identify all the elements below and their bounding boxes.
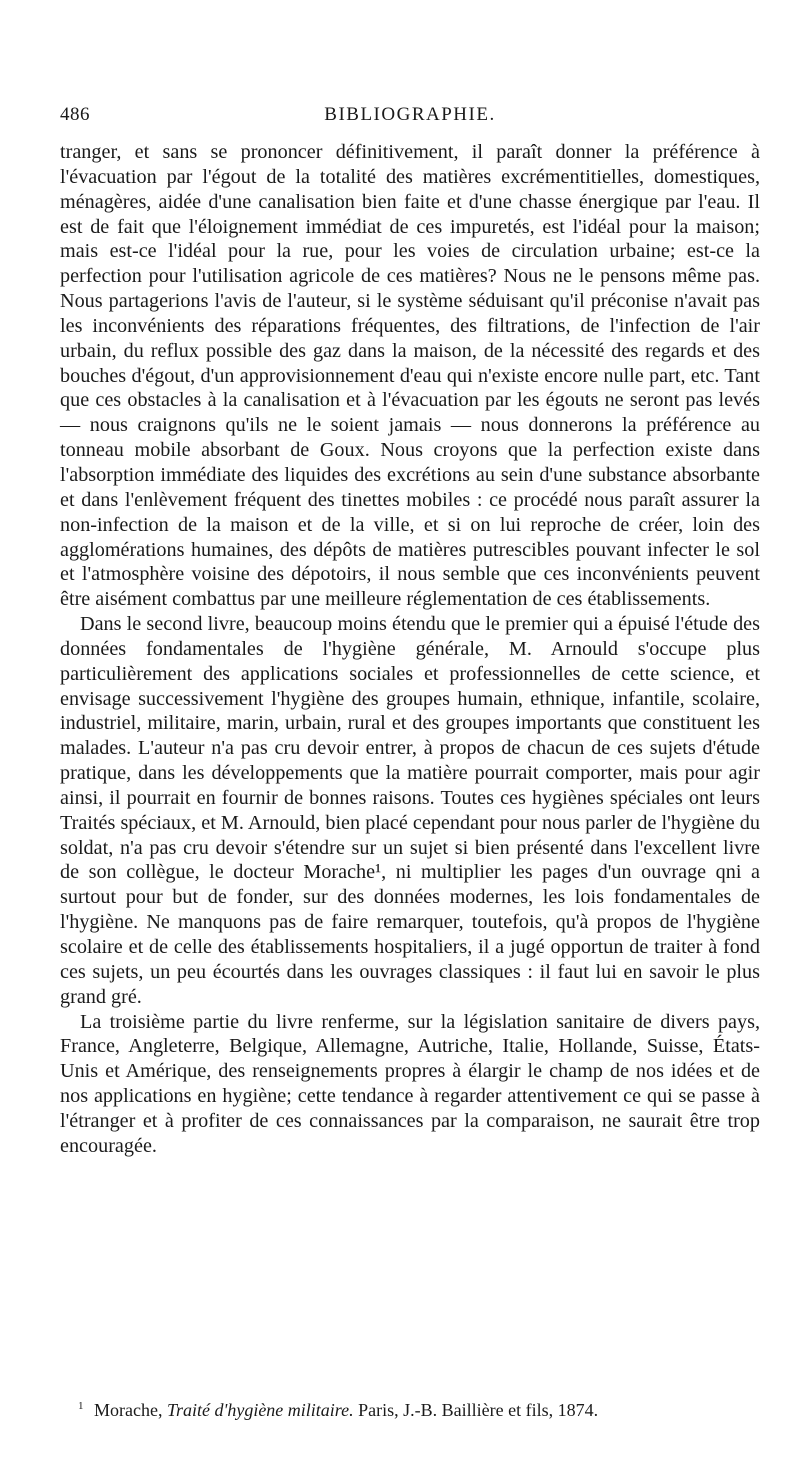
footnote-mark: 1 [78,1400,84,1412]
page-header [60,104,760,134]
paragraph-2: Dans le second livre, beaucoup moins étendu que le premier qui a épuisé l'étude des données fondamentales de l'hygiène générale, M. Arnould s'occupe plus particulièrement des applications sociales et professionnelles de cette science, et envisage successivement l'hygiène des groupes humain, ethnique, infantile, scolaire, industriel, militaire, marin, urbain, rural et des groupes importants que constituent les malades. L'auteur n'a pas cru devoir entrer, à propos de chacun de ces sujets d'étude pratique, dans les développements que la matière pourrait comporter, mais pour agir ainsi, il pourrait en fournir de bonnes raisons. Toutes ces hygiènes spéciales ont leurs Traités spéciaux, et M. Arnould, bien placé cependant pour nous parler de l'hygiène du soldat, n'a pas cru devoir s'étendre sur un sujet si bien présenté dans l'excellent livre de son collègue, le docteur Morache¹, ni multiplier les pages d'un ouvrage qni a surtout pour but de fonder, sur des données modernes, les lois fondamentales de l'hygiène. Ne manquons pas de faire remarquer, toutefois, qu'à propos de l'hygiène scolaire et de celle des établissements hospitaliers, il a jugé opportun de traiter à fond ces sujets, un peu écourtés dans les ouvrages classiques : il faut lui en savoir le plus grand gré. [60,613,760,1008]
footnote [60,1395,760,1421]
body-text [60,140,760,1159]
footnote-rest: Paris, J.-B. Baillière et fils, 1874. [358,1400,599,1420]
footnote-author: Morache, [94,1400,163,1420]
page-number: 486 [60,104,90,125]
running-head: BIBLIOGRAPHIE. [324,104,496,125]
paragraph-1: tranger, et sans se prononcer définitivement, il paraît donner la préférence à l'évacuation par l'égout de la totalité des matières excrémentitielles, domestiques, ménagères, aidée d'une canalisation bien faite et d'une chasse énergique par l'eau. Il est de fait que l'éloignement immédiat de ces impuretés, est l'idéal pour la maison; mais est-ce l'idéal pour la rue, pour les voies de circulation urbaine; est-ce la perfection pour l'utilisation agricole de ces matières? Nous ne le pensons même pas. Nous partagerions l'avis de l'auteur, si le système séduisant qu'il préconise n'avait pas les inconvénients des réparations fréquentes, des filtrations, de l'infection de l'air urbain, du reflux possible des gaz dans la maison, de la nécessité des regards et des bouches d'égout, d'un approvisionnement d'eau qui n'existe encore nulle part, etc. Tant que ces obstacles à la canalisation et à l'évacuation par les égouts ne seront pas levés — nous craignons qu'ils ne le soient jamais — nous donnerons la préférence au tonneau mobile absorbant de Goux. Nous croyons que la perfection existe dans l'absorption immédiate des liquides des excrétions au sein d'une substance absorbante et dans l'enlèvement fréquent des tinettes mobiles : ce procédé nous paraît assurer la non-infection de la maison et de la ville, et si on lui reproche de créer, loin des agglomérations humaines, des dépôts de matières putrescibles pouvant infecter le sol et l'atmosphère voisine des dépotoirs, il nous semble que ces inconvénients peuvent être aisément combattus par une meilleure réglementation de ces établissements. [60,141,760,611]
footnote-title: Traité d'hygiène militaire. [166,1400,354,1420]
paragraph-3: La troisième partie du livre renferme, sur la législation sanitaire de divers pays, France, Angleterre, Belgique, Allemagne, Autriche, Italie, Hollande, Suisse, États-Unis et Amérique, des renseignements propres à élargir le champ de nos idées et de nos applications en hygiène; cette tendance à regarder attentivement ce qui se passe à l'étranger et à profiter de ces connaissances par la comparaison, ne saurait être trop encouragée. [60,1010,760,1157]
